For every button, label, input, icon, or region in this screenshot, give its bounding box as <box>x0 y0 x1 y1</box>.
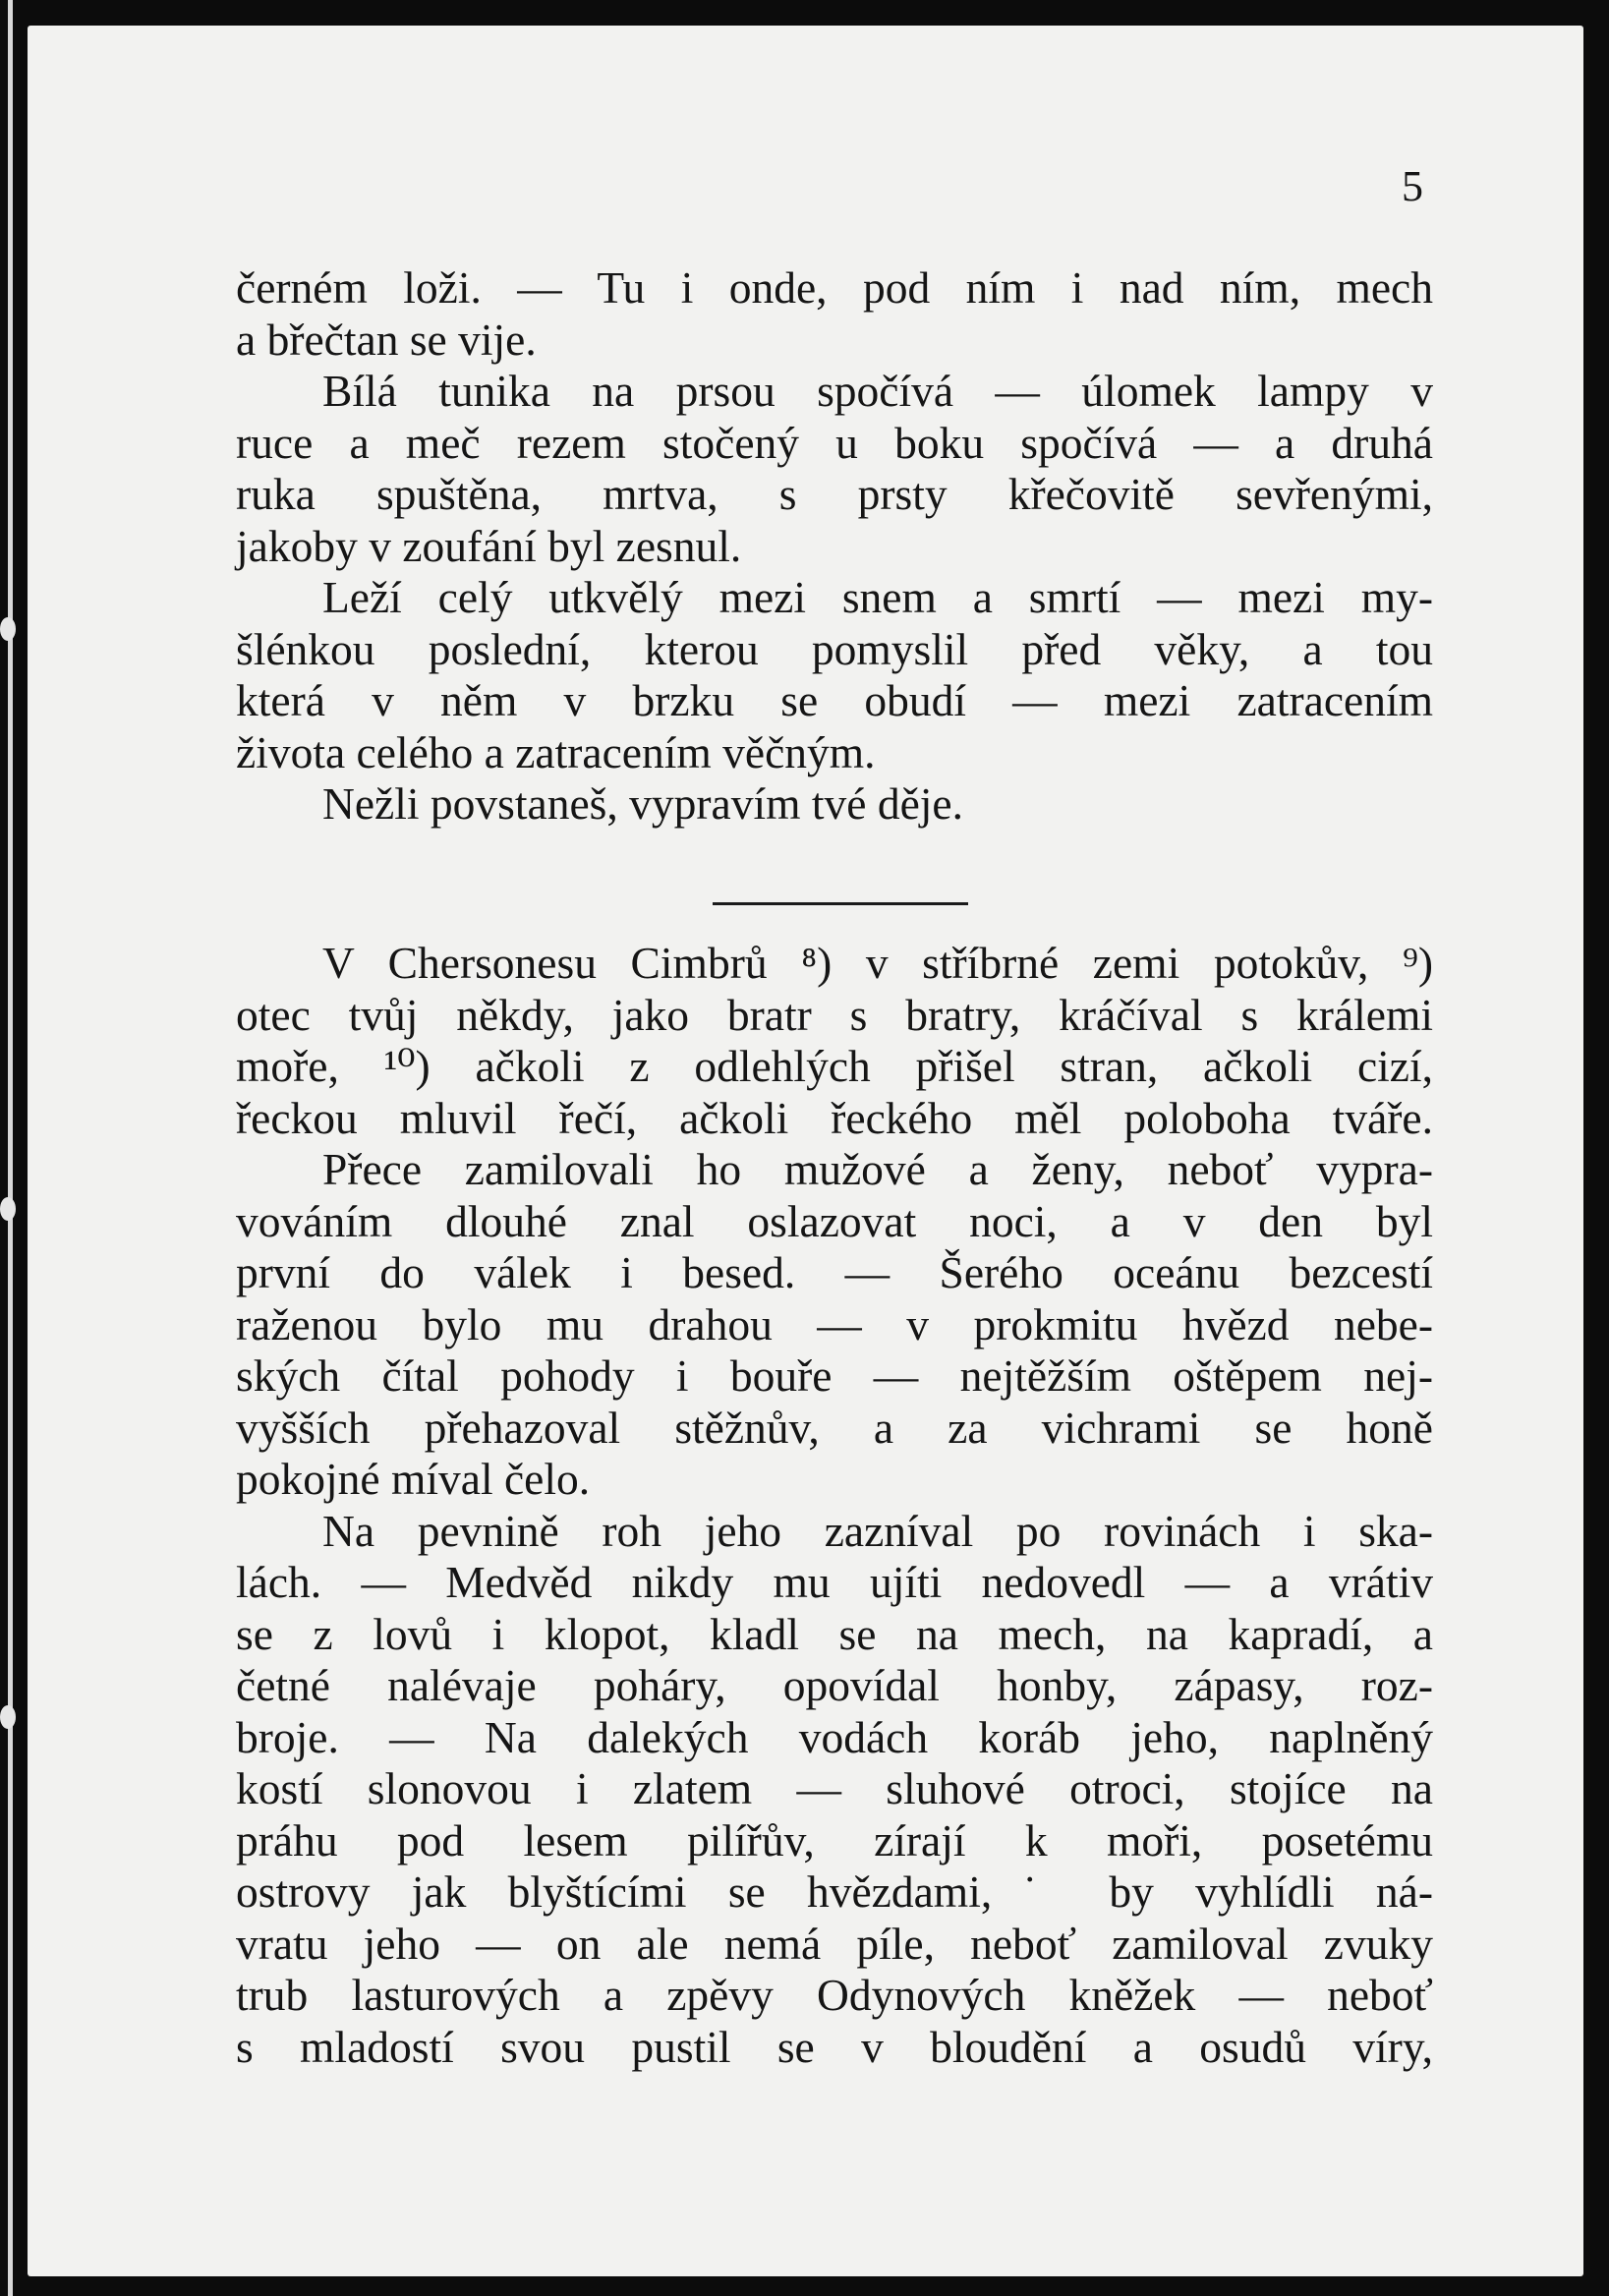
text-line: černém loži. — Tu i onde, pod ním i nad ním, mech <box>236 262 1433 313</box>
text-line: raženou bylo mu drahou — v prokmitu hvězd nebe- <box>236 1298 1433 1349</box>
text-line: jakoby v zoufání byl zesnul. <box>236 520 742 571</box>
text-line: otec tvůj někdy, jako bratr s bratry, kráčíval s králemi <box>236 989 1433 1040</box>
text-block-top <box>236 262 1433 831</box>
text-line: a břečtan se vije. <box>236 314 537 365</box>
section-divider <box>713 902 968 905</box>
scan-left-edge <box>8 0 13 2296</box>
text-line: práhu pod lesem pilířův, zírají k moři, posetému <box>236 1814 1433 1866</box>
text-line: ruka spuštěna, mrtva, s prsty křečovitě sevřenými, <box>236 469 1433 519</box>
text-line: Leží celý utkvělý mezi snem a smrtí — mezi my- <box>322 572 1433 622</box>
text-block-bottom <box>236 938 1433 2073</box>
text-line: vratu jeho — on ale nemá píle, neboť zamiloval zvuky <box>236 1918 1433 1969</box>
text-line: Nežli povstaneš, vypravím tvé děje. <box>322 778 963 829</box>
text-line: Na pevnině roh jeho zazníval po rovinách i ska- <box>322 1505 1433 1556</box>
text-line: pokojné míval čelo. <box>236 1454 591 1504</box>
text-line: moře, ¹⁰) ačkoli z odlehlých přišel stran, ačkoli cizí, <box>236 1041 1433 1091</box>
text-line: života celého a zatracením věčným. <box>236 726 876 777</box>
text-line: s mladostí svou pustil se v bloudění a osudů víry, <box>236 2021 1433 2072</box>
text-line: V Chersonesu Cimbrů ⁸) v stříbrné zemi potokův, ⁹) <box>322 938 1433 988</box>
text-line: šlénkou poslední, kterou pomyslil před věky, a tou <box>236 623 1433 674</box>
text-line: kostí slonovou i zlatem — sluhové otroci, stojíce na <box>236 1763 1433 1813</box>
text-line: první do válek i besed. — Šerého oceánu bezcestí <box>236 1247 1433 1297</box>
text-line: Bílá tunika na prsou spočívá — úlomek lampy v <box>322 366 1433 416</box>
text-line: vováním dlouhé znal oslazovat noci, a v den byl <box>236 1195 1433 1246</box>
text-line: ských čítal pohody i bouře — nejtěžším oštěpem nej- <box>236 1350 1433 1401</box>
text-line: trub lasturových a zpěvy Odynových kněžek — neboť <box>236 1970 1433 2020</box>
binding-mark <box>0 1705 16 1729</box>
text-line: ruce a meč rezem stočený u boku spočívá — a druhá <box>236 417 1433 468</box>
text-line: četné nalévaje poháry, opovídal honby, zápasy, roz- <box>236 1660 1433 1710</box>
text-line: ostrovy jak blyštícími se hvězdami,˙ by vyhlídli ná- <box>236 1866 1433 1917</box>
text-line: vyšších přehazoval stěžnův, a za vichrami se honě <box>236 1402 1433 1453</box>
text-line: řeckou mluvil řečí, ačkoli řeckého měl poloboha tváře. <box>236 1092 1433 1143</box>
binding-mark <box>0 617 16 641</box>
text-line: se z lovů i klopot, kladl se na mech, na kapradí, a <box>236 1608 1433 1659</box>
text-line: která v něm v brzku se obudí — mezi zatracením <box>236 675 1433 725</box>
text-line: Přece zamilovali ho mužové a ženy, neboť vypra- <box>322 1144 1433 1194</box>
book-page <box>28 26 1583 2276</box>
page-number: 5 <box>1402 162 1423 210</box>
text-line: broje. — Na dalekých vodách koráb jeho, naplněný <box>236 1711 1433 1762</box>
binding-mark <box>0 1197 16 1221</box>
text-line: lách. — Medvěd nikdy mu ujíti nedovedl — a vrátiv <box>236 1557 1433 1607</box>
